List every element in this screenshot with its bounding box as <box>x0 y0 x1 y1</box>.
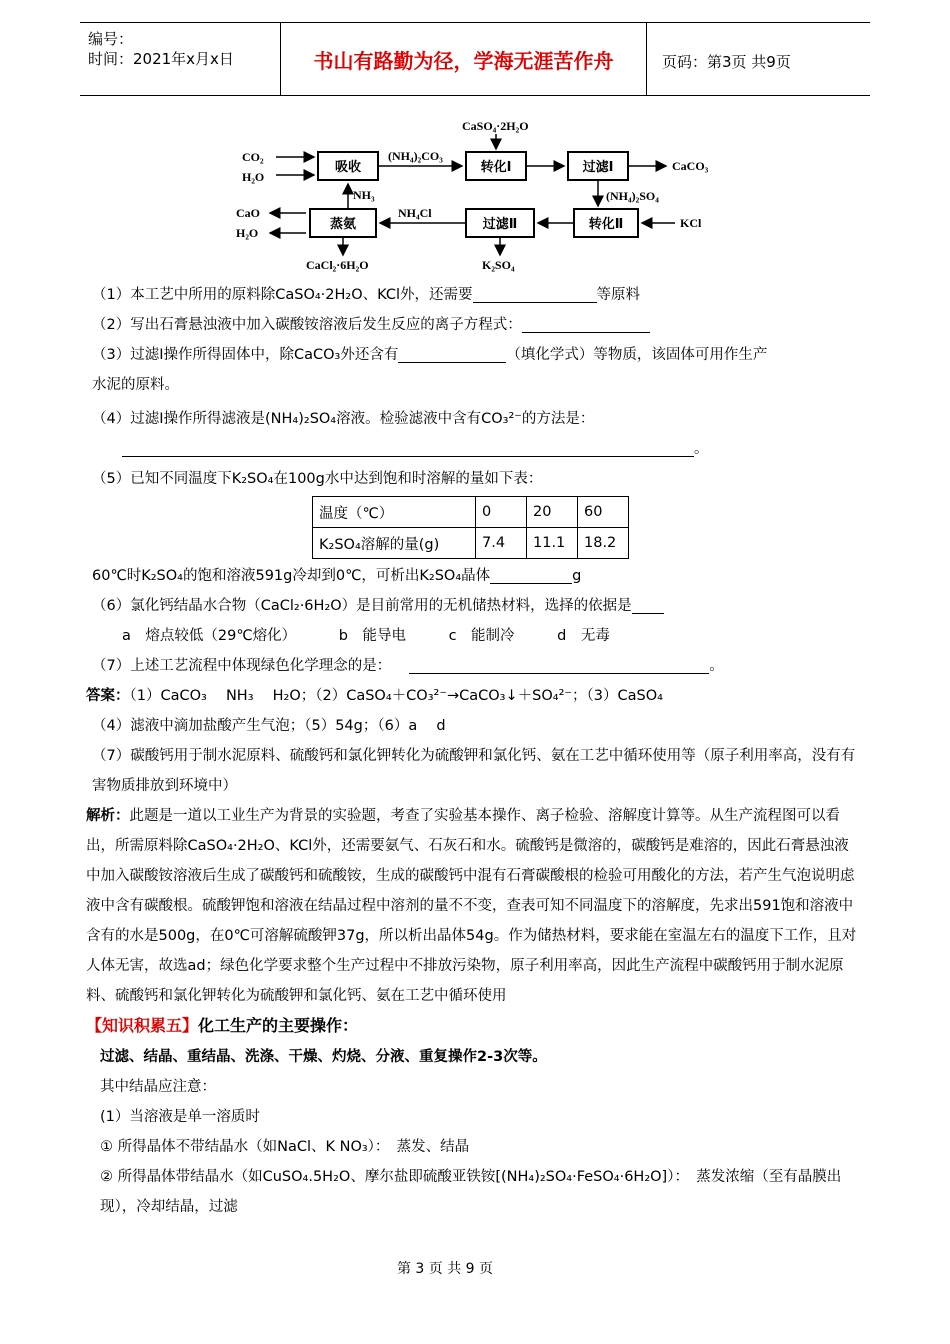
q6-blank[interactable] <box>632 595 664 614</box>
answer-line-1: 答案：（1）CaCO₃ NH₃ H₂O；（2）CaSO₄＋CO₃²⁻→CaCO₃↓＋SO₄²⁻；（3）CaSO₄ <box>86 688 663 704</box>
box-convert2-label: 转化Ⅱ <box>588 217 624 232</box>
knowledge-title: 化工生产的主要操作： <box>198 1016 359 1035</box>
analysis-label: 解析： <box>86 808 130 824</box>
process-flow-diagram <box>230 112 720 277</box>
knowledge-item1: ① 所得晶体不带结晶水（如NaCl、K NO₃）： 蒸发、结晶 <box>100 1139 470 1155</box>
table-header-solubility: K₂SO₄溶解的量(g) <box>313 528 476 559</box>
option-c: c 能制冷 <box>448 628 515 644</box>
header-time: 时间：2021年x月x日 <box>88 50 234 68</box>
label-h2o-in: H₂O <box>242 170 265 184</box>
label-kcl: KCl <box>680 216 702 230</box>
box-convert1-label: 转化Ⅰ <box>480 160 512 175</box>
analysis <box>86 801 862 1011</box>
q7-blank[interactable] <box>409 655 709 674</box>
question-6: （6）氯化钙结晶水合物（CaCl₂·6H₂O）是目前常用的无机储热材料，选择的依据是 <box>92 591 862 621</box>
label-nh4so4: (NH₄)₂SO₄ <box>606 189 659 203</box>
label-h2o-out: H₂O <box>236 226 259 240</box>
label-co2: CO₂ <box>242 150 264 164</box>
box-filter1-label: 过滤Ⅰ <box>582 160 614 175</box>
box-absorb-label: 吸收 <box>334 160 362 175</box>
box-distill-label: 蒸氨 <box>329 217 357 232</box>
table-cell: 18.2 <box>578 528 629 559</box>
table-cell: 0 <box>476 497 527 528</box>
page-header <box>80 22 870 96</box>
table-row <box>313 528 629 559</box>
solubility-table <box>312 496 629 559</box>
label-caso4: CaSO₄·2H₂O <box>462 119 529 133</box>
q1-blank[interactable] <box>473 284 597 303</box>
knowledge-case1: (1）当溶液是单一溶质时 <box>100 1109 260 1125</box>
box-filter2-label: 过滤Ⅱ <box>482 217 518 232</box>
q5-blank[interactable] <box>490 565 572 584</box>
table-cell: 7.4 <box>476 528 527 559</box>
label-cacl2: CaCl₂·6H₂O <box>306 258 369 272</box>
label-nh4co3: (NH₄)₂CO₃ <box>388 149 443 163</box>
answer-line-3: （7）碳酸钙用于制水泥原料、硫酸钙和氯化钾转化为硫酸钾和氯化钙、氨在工艺中循环使用等（原子利用率高，没有有害物质排放到环境中） <box>92 748 856 794</box>
question-7: （7）上述工艺流程中体现绿色化学理念的是： 。 <box>92 651 862 681</box>
table-cell: 20 <box>527 497 578 528</box>
question-5-after: 60℃时K₂SO₄的饱和溶液591g冷却到0℃，可析出K₂SO₄晶体 g <box>92 561 862 591</box>
question-1: （1）本工艺中所用的原料除CaSO₄·2H₂O、KCl外，还需要 等原料 <box>92 280 862 310</box>
question-2: （2）写出石膏悬浊液中加入碳酸铵溶液后发生反应的离子方程式： <box>92 310 862 340</box>
knowledge-tag: 【知识积累五】 <box>86 1016 199 1035</box>
document-body <box>86 280 862 1222</box>
label-cao: CaO <box>236 206 260 220</box>
question-5: （5）已知不同温度下K₂SO₄在100g水中达到饱和时溶解的量如下表： <box>92 471 543 487</box>
question-6-options <box>92 621 862 651</box>
label-k2so4: K₂SO₄ <box>482 258 515 272</box>
knowledge-note: 其中结晶应注意： <box>100 1079 216 1095</box>
q2-blank[interactable] <box>522 314 650 333</box>
knowledge-item2: ② 所得晶体带结晶水（如CuSO₄.5H₂O、摩尔盐即硫酸亚铁铵[(NH₄)₂SO₄·FeSO₄·6H₂O]）： 蒸发浓缩（至有晶膜出现），冷却结晶，过滤 <box>100 1169 842 1215</box>
option-d: d 无毒 <box>557 628 610 644</box>
knowledge-heading <box>86 1011 862 1042</box>
table-row <box>313 497 629 528</box>
header-meta <box>88 29 234 69</box>
table-cell: 60 <box>578 497 629 528</box>
question-3: （3）过滤Ⅰ操作所得固体中，除CaCO₃外还含有 （填化学式）等物质，该固体可用作生产 <box>92 340 862 370</box>
analysis-text: 此题是一道以工业生产为背景的实验题，考查了实验基本操作、离子检验、溶解度计算等。从生产流程图可以看出，所需原料除CaSO₄·2H₂O、KCl外，还需要氨气、石灰石和水。硫酸钙是微溶的，碳酸钙是难溶的，因此石膏悬浊液中加入碳酸铵溶液后生成了碳酸钙和硫酸铵，生成的碳酸钙中混有石膏碳酸根的检验可用酸化的方法，若产生气泡说明虑液中含有碳酸根。硫酸钾饱和溶液在结晶过程中溶剂的量不不变，查表可知不同温度下的溶解度，先求出591饱和溶液中含有的水是500g，在0℃可溶解硫酸钾37g，所以析出晶体54g。作为储热材料，要求能在室温左右的温度下工作，且对人体无害，故选ad；绿色化学要求整个生产过程中不排放污染物，原子利用率高，因此生产流程中碳酸钙用于制水泥原料、硫酸钙和氯化钾转化为硫酸钾和氯化钙、氨在工艺中循环使用 <box>86 808 857 1004</box>
label-caco3: CaCO₃ <box>672 159 709 173</box>
q3-blank[interactable] <box>398 344 506 363</box>
question-3-line2: 水泥的原料。 <box>92 377 179 393</box>
answer-line-2: （4）滤液中滴加盐酸产生气泡；（5）54g；（6）a d <box>92 718 446 734</box>
question-4: （4）过滤Ⅰ操作所得滤液是(NH₄)₂SO₄溶液。检验滤液中含有CO₃²⁻的方法是： <box>92 411 595 427</box>
page-footer <box>0 1258 950 1278</box>
option-b: b 能导电 <box>338 628 406 644</box>
knowledge-ops: 过滤、结晶、重结晶、洗涤、干燥、灼烧、分液、重复操作2-3次等。 <box>100 1049 547 1065</box>
table-cell: 11.1 <box>527 528 578 559</box>
footer-page-number: 第 3 页 共 9 页 <box>396 1261 494 1277</box>
header-number: 编号： <box>88 30 134 48</box>
header-page: 页码：第3页 共9页 <box>662 53 791 71</box>
q4-blank[interactable] <box>122 438 694 457</box>
question-4-answer-line: 。 <box>92 434 862 464</box>
label-nh4cl: NH₄Cl <box>398 206 432 220</box>
table-header-temp: 温度（℃） <box>313 497 476 528</box>
answer-label: 答案： <box>86 688 130 704</box>
option-a: a 熔点较低（29℃熔化） <box>122 628 297 644</box>
label-nh3: NH₃ <box>353 188 375 202</box>
header-motto: 书山有路勤为径，学海无涯苦作舟 <box>280 23 647 95</box>
